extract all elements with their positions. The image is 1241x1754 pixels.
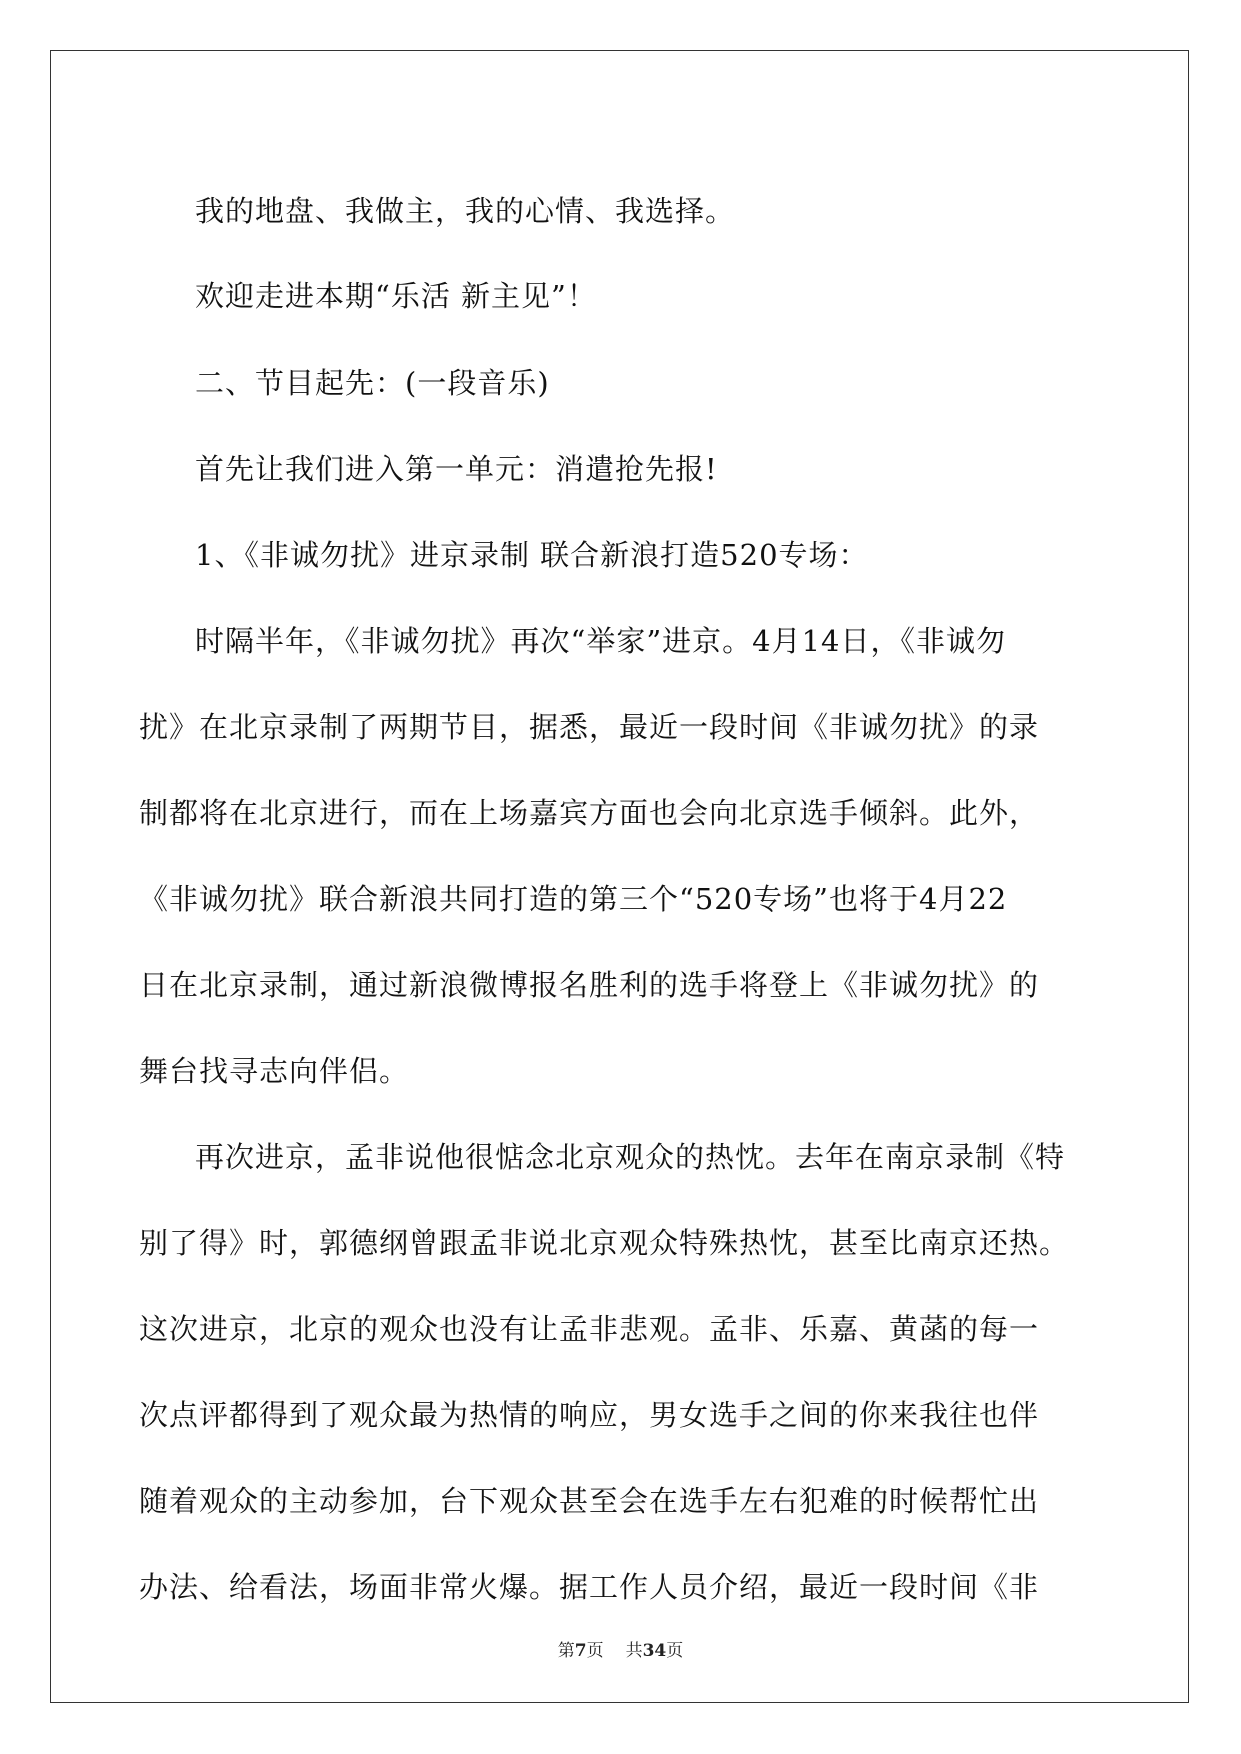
text-line-8: 制都将在北京进行，而在上场嘉宾方面也会向北京选手倾斜。此外， (139, 796, 1040, 830)
total-suffix: 页 (666, 1641, 684, 1661)
text-line-13: 别了得》时，郭德纲曾跟孟非说北京观众特殊热忱，甚至比南京还热。 (139, 1226, 1070, 1260)
text-line-10: 日在北京录制，通过新浪微博报名胜利的选手将登上《非诚勿扰》的 (139, 968, 1040, 1002)
text-line-7: 扰》在北京录制了两期节目，据悉，最近一段时间《非诚勿扰》的录 (139, 710, 1040, 744)
total-pages: 34 (642, 1641, 667, 1661)
text-line-14: 这次进京，北京的观众也没有让孟非悲观。孟非、乐嘉、黄菡的每一 (139, 1312, 1040, 1346)
text-line-6: 时隔半年，《非诚勿扰》再次“举家”进京。4月14日，《非诚勿 (195, 624, 1007, 658)
text-line-1: 我的地盘、我做主，我的心情、我选择。 (195, 194, 736, 228)
page-footer (51, 1639, 1190, 1663)
text-line-2: 欢迎走进本期“乐活 新主见”！ (195, 279, 597, 313)
text-line-4: 首先让我们进入第一单元：消遣抢先报! (195, 452, 718, 486)
text-line-9: 《非诚勿扰》联合新浪共同打造的第三个“520专场”也将于4月22 (139, 882, 1008, 916)
text-line-15: 次点评都得到了观众最为热情的响应，男女选手之间的你来我往也伴 (139, 1398, 1040, 1432)
text-line-17: 办法、给看法，场面非常火爆。据工作人员介绍，最近一段时间《非 (139, 1570, 1040, 1604)
page-prefix: 第 (557, 1641, 575, 1661)
total-prefix: 共 (625, 1641, 643, 1661)
page-number: 7 (574, 1641, 587, 1661)
text-line-5: 1、《非诚勿扰》进京录制 联合新浪打造520专场： (195, 538, 869, 572)
text-line-12: 再次进京，孟非说他很惦念北京观众的热忱。去年在南京录制《特 (195, 1140, 1066, 1174)
page-suffix: 页 (586, 1641, 604, 1661)
text-line-11: 舞台找寻志向伴侣。 (139, 1054, 410, 1088)
text-line-16: 随着观众的主动参加，台下观众甚至会在选手左右犯难的时候帮忙出 (139, 1484, 1040, 1518)
text-line-3: 二、节目起先：(一段音乐) (195, 366, 550, 400)
page-frame (50, 50, 1189, 1703)
